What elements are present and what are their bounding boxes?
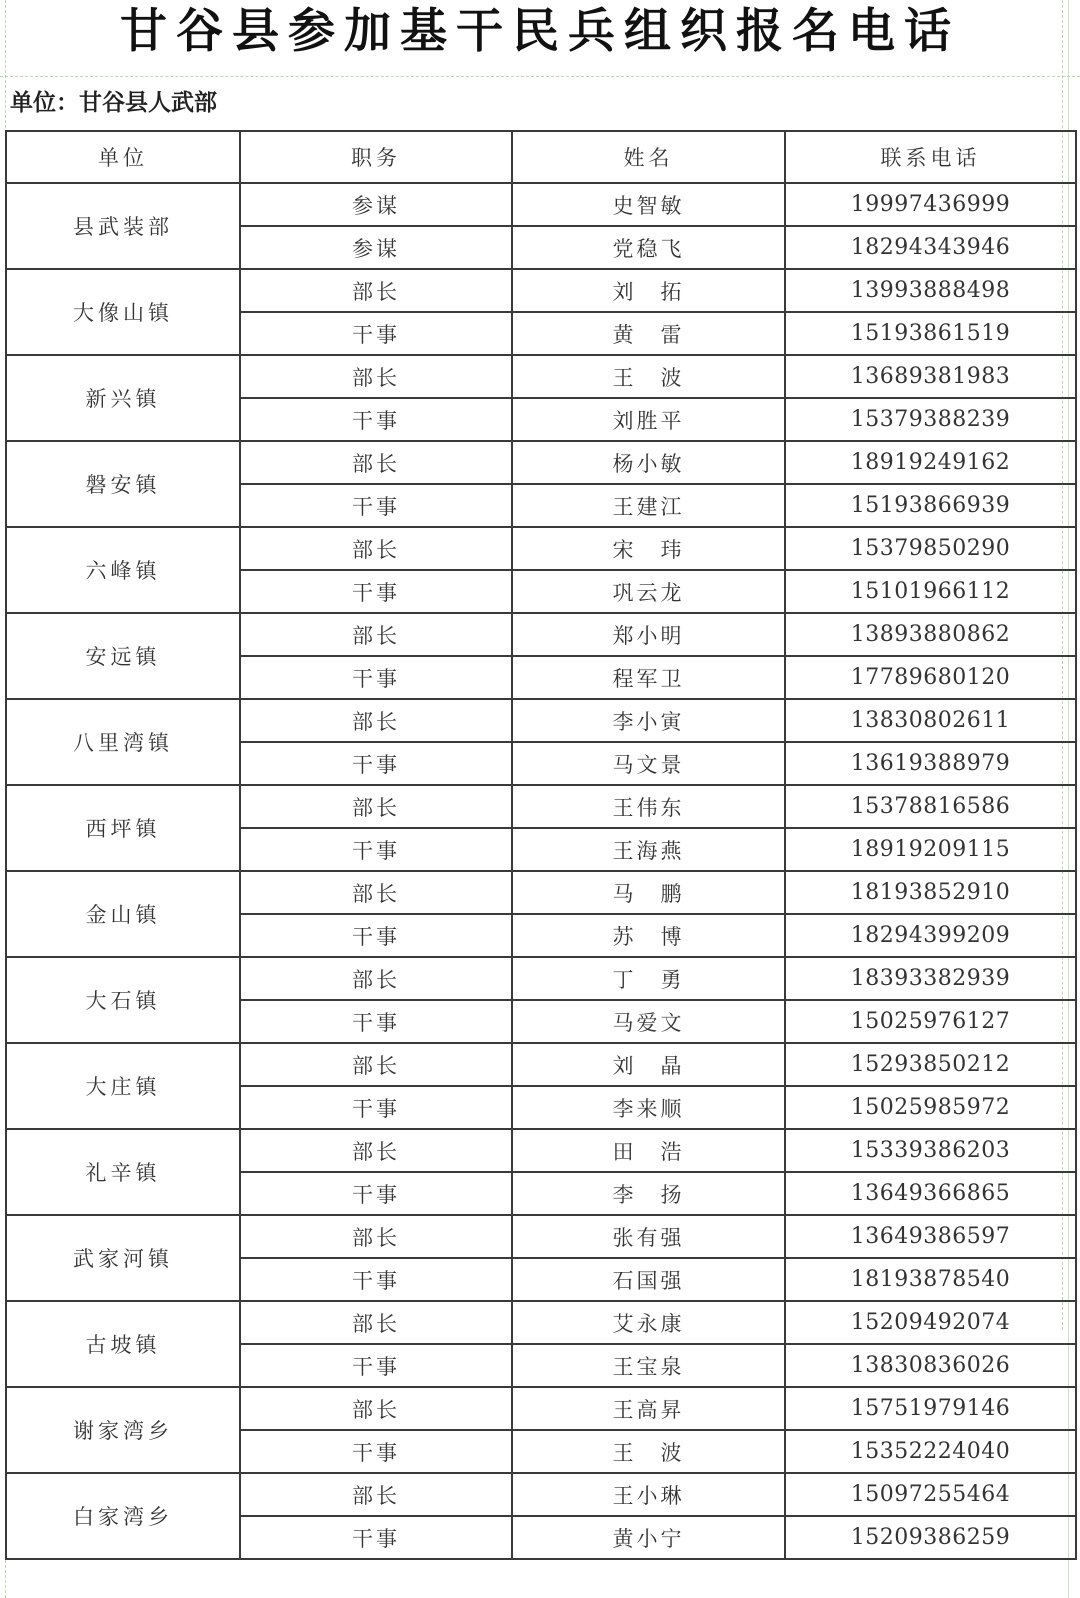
cell-name: 石国强 <box>512 1258 785 1301</box>
cell-role: 干事 <box>240 398 512 441</box>
cell-phone: 15339386203 <box>785 1129 1076 1172</box>
cell-role: 干事 <box>240 914 512 957</box>
cell-role: 干事 <box>240 312 512 355</box>
cell-unit: 礼辛镇 <box>6 1129 240 1215</box>
table-row <box>6 269 1076 312</box>
cell-role: 干事 <box>240 570 512 613</box>
cell-name: 王建江 <box>512 484 785 527</box>
cell-unit: 西坪镇 <box>6 785 240 871</box>
table-row <box>6 613 1076 656</box>
cell-role: 干事 <box>240 742 512 785</box>
cell-role: 参谋 <box>240 183 512 226</box>
cell-name: 刘 晶 <box>512 1043 785 1086</box>
cell-role: 部长 <box>240 957 512 1000</box>
cell-phone: 13649386597 <box>785 1215 1076 1258</box>
cell-phone: 18193878540 <box>785 1258 1076 1301</box>
cell-role: 干事 <box>240 1258 512 1301</box>
cell-role: 部长 <box>240 355 512 398</box>
header-role: 职务 <box>240 131 512 183</box>
cell-role: 干事 <box>240 1516 512 1559</box>
table-row <box>6 871 1076 914</box>
cell-unit: 县武装部 <box>6 183 240 269</box>
cell-phone: 15025976127 <box>785 1000 1076 1043</box>
cell-role: 部长 <box>240 527 512 570</box>
cell-role: 部长 <box>240 613 512 656</box>
cell-name: 苏 博 <box>512 914 785 957</box>
table-row <box>6 441 1076 484</box>
cell-role: 部长 <box>240 1215 512 1258</box>
cell-phone: 18919249162 <box>785 441 1076 484</box>
cell-phone: 18294343946 <box>785 226 1076 269</box>
cell-name: 马爱文 <box>512 1000 785 1043</box>
cell-name: 李来顺 <box>512 1086 785 1129</box>
cell-unit: 金山镇 <box>6 871 240 957</box>
cell-role: 部长 <box>240 699 512 742</box>
cell-role: 干事 <box>240 1000 512 1043</box>
table-row <box>6 1387 1076 1430</box>
sheet-gridline-top <box>0 76 1080 77</box>
cell-unit: 新兴镇 <box>6 355 240 441</box>
cell-role: 干事 <box>240 1344 512 1387</box>
cell-role: 干事 <box>240 1172 512 1215</box>
cell-role: 干事 <box>240 656 512 699</box>
cell-role: 干事 <box>240 484 512 527</box>
cell-phone: 13830802611 <box>785 699 1076 742</box>
cell-unit: 古坡镇 <box>6 1301 240 1387</box>
cell-name: 艾永康 <box>512 1301 785 1344</box>
contact-table <box>5 130 1077 1560</box>
cell-role: 部长 <box>240 269 512 312</box>
cell-phone: 18294399209 <box>785 914 1076 957</box>
cell-phone: 15293850212 <box>785 1043 1076 1086</box>
cell-role: 干事 <box>240 1430 512 1473</box>
cell-unit: 武家河镇 <box>6 1215 240 1301</box>
table-row <box>6 1129 1076 1172</box>
cell-name: 黄小宁 <box>512 1516 785 1559</box>
document-title: 甘谷县参加基干民兵组织报名电话 <box>120 4 960 59</box>
cell-role: 部长 <box>240 1301 512 1344</box>
header-unit: 单位 <box>6 131 240 183</box>
cell-role: 部长 <box>240 1043 512 1086</box>
cell-phone: 18193852910 <box>785 871 1076 914</box>
cell-name: 王伟东 <box>512 785 785 828</box>
cell-role: 部长 <box>240 871 512 914</box>
cell-phone: 15193866939 <box>785 484 1076 527</box>
header-name: 姓名 <box>512 131 785 183</box>
table-header-row <box>6 131 1076 183</box>
table-row <box>6 183 1076 226</box>
cell-phone: 13993888498 <box>785 269 1076 312</box>
cell-phone: 15352224040 <box>785 1430 1076 1473</box>
cell-phone: 15209492074 <box>785 1301 1076 1344</box>
cell-phone: 13830836026 <box>785 1344 1076 1387</box>
cell-phone: 15379388239 <box>785 398 1076 441</box>
cell-role: 部长 <box>240 441 512 484</box>
cell-phone: 15209386259 <box>785 1516 1076 1559</box>
cell-phone: 13619388979 <box>785 742 1076 785</box>
cell-name: 杨小敏 <box>512 441 785 484</box>
cell-unit: 大石镇 <box>6 957 240 1043</box>
cell-unit: 六峰镇 <box>6 527 240 613</box>
cell-phone: 18393382939 <box>785 957 1076 1000</box>
cell-phone: 18919209115 <box>785 828 1076 871</box>
cell-name: 刘 拓 <box>512 269 785 312</box>
cell-name: 郑小明 <box>512 613 785 656</box>
cell-phone: 19997436999 <box>785 183 1076 226</box>
cell-name: 巩云龙 <box>512 570 785 613</box>
cell-unit: 大庄镇 <box>6 1043 240 1129</box>
cell-phone: 15097255464 <box>785 1473 1076 1516</box>
cell-unit: 白家湾乡 <box>6 1473 240 1559</box>
cell-phone: 15193861519 <box>785 312 1076 355</box>
cell-name: 张有强 <box>512 1215 785 1258</box>
cell-unit: 八里湾镇 <box>6 699 240 785</box>
cell-name: 田 浩 <box>512 1129 785 1172</box>
cell-role: 部长 <box>240 1387 512 1430</box>
cell-name: 丁 勇 <box>512 957 785 1000</box>
cell-phone: 17789680120 <box>785 656 1076 699</box>
table-row <box>6 785 1076 828</box>
cell-phone: 15101966112 <box>785 570 1076 613</box>
cell-name: 马 鹏 <box>512 871 785 914</box>
cell-name: 王海燕 <box>512 828 785 871</box>
cell-role: 部长 <box>240 1473 512 1516</box>
cell-role: 参谋 <box>240 226 512 269</box>
cell-name: 王 波 <box>512 1430 785 1473</box>
cell-name: 李小寅 <box>512 699 785 742</box>
cell-phone: 15025985972 <box>785 1086 1076 1129</box>
cell-phone: 15379850290 <box>785 527 1076 570</box>
cell-name: 王宝泉 <box>512 1344 785 1387</box>
table-row <box>6 957 1076 1000</box>
header-phone: 联系电话 <box>785 131 1076 183</box>
table-row <box>6 1301 1076 1344</box>
table-row <box>6 355 1076 398</box>
cell-role: 干事 <box>240 1086 512 1129</box>
cell-phone: 15378816586 <box>785 785 1076 828</box>
cell-name: 刘胜平 <box>512 398 785 441</box>
cell-role: 部长 <box>240 1129 512 1172</box>
cell-phone: 13893880862 <box>785 613 1076 656</box>
cell-unit: 谢家湾乡 <box>6 1387 240 1473</box>
table-row <box>6 1215 1076 1258</box>
cell-unit: 大像山镇 <box>6 269 240 355</box>
cell-role: 部长 <box>240 785 512 828</box>
cell-name: 史智敏 <box>512 183 785 226</box>
cell-name: 程军卫 <box>512 656 785 699</box>
table-row <box>6 1043 1076 1086</box>
cell-name: 马文景 <box>512 742 785 785</box>
cell-name: 李 扬 <box>512 1172 785 1215</box>
issuing-unit-line: 单位：甘谷县人武部 <box>10 89 217 116</box>
cell-name: 宋 玮 <box>512 527 785 570</box>
cell-phone: 15751979146 <box>785 1387 1076 1430</box>
cell-name: 王 波 <box>512 355 785 398</box>
cell-name: 王高昇 <box>512 1387 785 1430</box>
cell-phone: 13689381983 <box>785 355 1076 398</box>
table-row <box>6 527 1076 570</box>
cell-name: 王小琳 <box>512 1473 785 1516</box>
cell-name: 黄 雷 <box>512 312 785 355</box>
table-row <box>6 1473 1076 1516</box>
table-row <box>6 699 1076 742</box>
table-body <box>6 183 1076 1559</box>
cell-name: 党稳飞 <box>512 226 785 269</box>
cell-unit: 磐安镇 <box>6 441 240 527</box>
cell-phone: 13649366865 <box>785 1172 1076 1215</box>
cell-role: 干事 <box>240 828 512 871</box>
cell-unit: 安远镇 <box>6 613 240 699</box>
